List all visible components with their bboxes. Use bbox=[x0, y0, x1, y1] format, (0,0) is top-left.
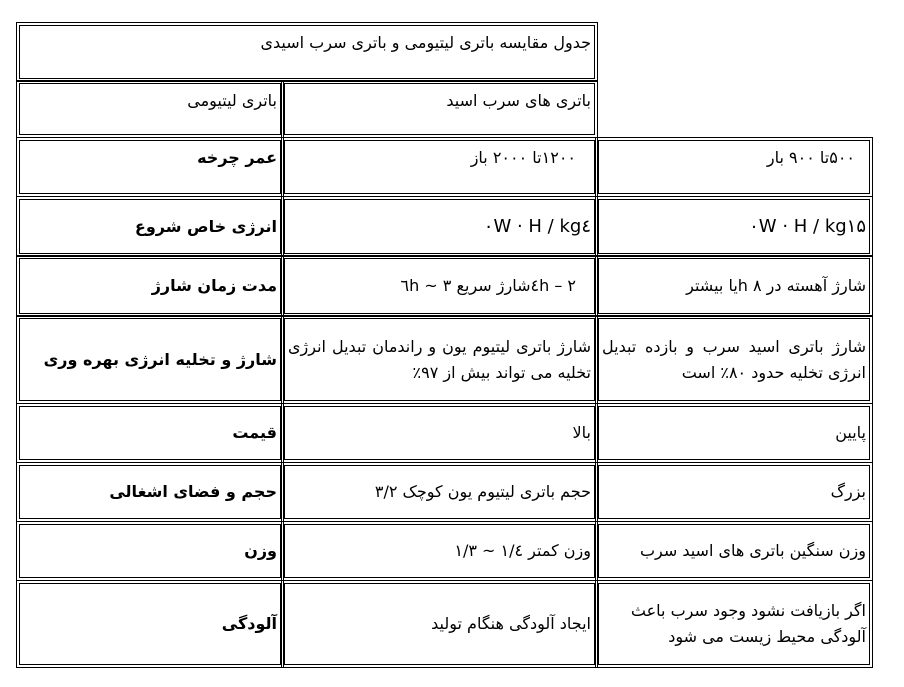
cell-lead-acid-text: ۰W · H / kg۱۵ bbox=[749, 215, 866, 237]
cell-lithium-text: ایجاد آلودگی هنگام تولید bbox=[431, 614, 591, 633]
cell-lead-acid bbox=[598, 406, 870, 460]
cell-lithium bbox=[284, 140, 595, 194]
table-title bbox=[19, 25, 595, 79]
row-label-text: حجم و فضای اشغالی bbox=[109, 482, 277, 501]
table-title-text: جدول مقایسه باتری لیتیومی و باتری سرب اسیدی bbox=[260, 33, 591, 52]
row-label bbox=[19, 524, 281, 578]
row-label-text: وزن bbox=[244, 541, 277, 560]
cell-lithium bbox=[284, 406, 595, 460]
header-lead-acid-text: باتری های سرب اسید bbox=[446, 91, 591, 110]
row-label-text: انرژی خاص شروع bbox=[134, 216, 277, 236]
cell-lead-acid-text: ۵۰۰تا ۹۰۰ بار bbox=[766, 148, 855, 167]
cell-lead-acid-text: وزن سنگین باتری های اسید سرب bbox=[639, 541, 866, 560]
row-label bbox=[19, 140, 281, 194]
cell-lithium-text: ۰W · H / kg٤ bbox=[483, 215, 591, 237]
cell-lithium bbox=[284, 524, 595, 578]
row-label bbox=[19, 258, 281, 314]
row-label bbox=[19, 199, 281, 254]
cell-lead-acid-text: پایین bbox=[835, 423, 866, 442]
row-label-text: شارژ و تخلیه انرژی بهره وری bbox=[43, 349, 277, 369]
header-lead-acid bbox=[284, 83, 595, 135]
header-lithium-text: باتری لیتیومی bbox=[187, 91, 277, 110]
cell-lead-acid bbox=[598, 140, 870, 194]
cell-lead-acid bbox=[598, 583, 870, 665]
cell-lithium bbox=[284, 465, 595, 519]
row-label bbox=[19, 465, 281, 519]
row-label-text: قیمت bbox=[232, 423, 277, 442]
cell-lead-acid bbox=[598, 258, 870, 314]
cell-lithium-text: شارژ باتری لیتیوم یون و راندمان تبدیل انرژی تخلیه می تواند بیش از ۹۷٪ bbox=[288, 336, 591, 382]
row-label bbox=[19, 406, 281, 460]
cell-lead-acid bbox=[598, 318, 870, 401]
row-label-text: آلودگی bbox=[221, 614, 277, 633]
cell-lead-acid bbox=[598, 199, 870, 254]
header-lithium bbox=[19, 83, 281, 135]
cell-lithium bbox=[284, 258, 595, 314]
cell-lead-acid-text: شارژ آهسته در ۸ hیا بیشتر bbox=[686, 276, 866, 295]
cell-lead-acid-text: اگر بازیافت نشود وجود سرب باعث آلودگی محیط زیست می شود bbox=[630, 601, 866, 646]
cell-lithium-text: حجم باتری لیتیوم یون کوچک ۳/۲ bbox=[374, 482, 591, 501]
cell-lithium-text: ٤h – ۲شارژ سریع ۳ ~ ٦h bbox=[400, 276, 576, 295]
row-label-text: مدت زمان شارژ bbox=[151, 276, 277, 295]
cell-lithium-text: وزن کمتر ۱/٤ ~ ۱/۳ bbox=[454, 541, 591, 560]
cell-lead-acid bbox=[598, 524, 870, 578]
cell-lead-acid bbox=[598, 465, 870, 519]
row-label bbox=[19, 318, 281, 401]
row-label-text: عمر چرخه bbox=[197, 148, 277, 167]
cell-lithium-text: ۱۲۰۰تا ۲۰۰۰ باز bbox=[470, 148, 576, 167]
cell-lithium bbox=[284, 318, 595, 401]
cell-lead-acid-text: شارژ باتری اسید سرب و بازده تبدیل انرژی تخلیه حدود ۸۰٪ است bbox=[602, 336, 866, 382]
cell-lead-acid-text: بزرگ bbox=[830, 482, 866, 501]
cell-lithium-text: بالا bbox=[572, 423, 591, 442]
cell-lithium bbox=[284, 199, 595, 254]
cell-lithium bbox=[284, 583, 595, 665]
row-label bbox=[19, 583, 281, 665]
